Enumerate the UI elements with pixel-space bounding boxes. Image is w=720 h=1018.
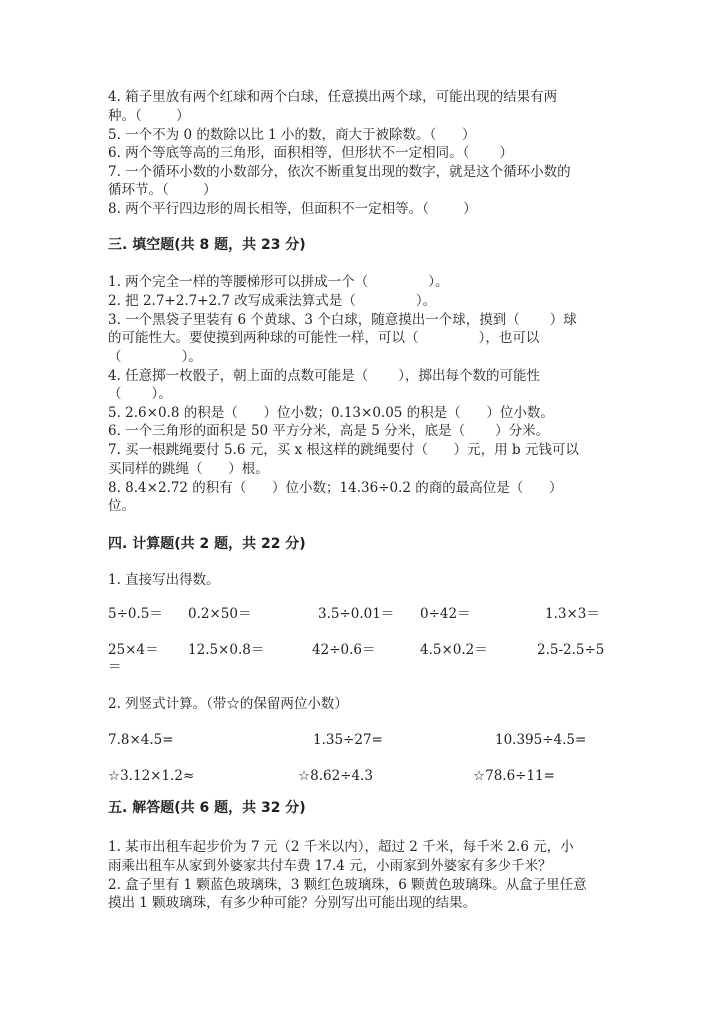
calc-item: 2.5-2.5÷5 <box>537 642 605 658</box>
calc-item: 0÷42＝ <box>420 606 471 622</box>
section5-heading: 五. 解答题(共 6 题，共 32 分) <box>108 800 306 816</box>
section4-heading: 四. 计算题(共 2 题，共 22 分) <box>108 536 306 552</box>
section3-heading: 三. 填空题(共 8 题，共 23 分) <box>108 237 306 253</box>
vertical-calc-item: ☆3.12×1.2≈ <box>108 768 195 784</box>
answer-q2-line2: 摸出 1 颗玻璃珠，有多少种可能？分别写出可能出现的结果。 <box>108 895 477 911</box>
fill-q8-line2: 位。 <box>108 498 135 514</box>
fill-q5: 5. 2.6×0.8 的积是（ ）位小数；0.13×0.05 的积是（ ）位小数。 <box>108 405 554 421</box>
vertical-calc-item: ☆78.6÷11= <box>473 768 555 784</box>
calc-item: 1.3×3＝ <box>545 606 600 622</box>
fill-q6: 6. 一个三角形的面积是 50 平方分米，高是 5 分米，底是（ ）分米。 <box>108 423 550 439</box>
calc-item: 25×4＝ <box>108 642 159 658</box>
judge-q8: 8. 两个平行四边形的周长相等，但面积不一定相等。（ ） <box>108 201 477 217</box>
judge-q6: 6. 两个等底等高的三角形，面积相等，但形状不一定相同。（ ） <box>108 145 513 161</box>
answer-q1-line1: 1. 某市出租车起步价为 7 元（2 千米以内），超过 2 千米，每千米 2.6 元，小 <box>108 839 574 855</box>
vertical-calc-item: 7.8×4.5= <box>108 732 174 748</box>
fill-q4-line2: （ ）。 <box>108 386 172 402</box>
answer-q1-line2: 雨乘出租车从家到外婆家共付车费 17.4 元，小雨家到外婆家有多少千米？ <box>108 858 552 874</box>
fill-q3-line2: 的可能性大。要使摸到两种球的可能性一样，可以（ ），也可以 <box>108 330 540 346</box>
judge-q5: 5. 一个不为 0 的数除以比 1 小的数，商大于被除数。（ ） <box>108 127 476 143</box>
calc-item: 5÷0.5＝ <box>108 606 163 622</box>
fill-q3-line1: 3. 一个黑袋子里装有 6 个黄球、3 个白球，随意摸出一个球，摸到（ ）球 <box>108 312 577 328</box>
fill-q1: 1. 两个完全一样的等腰梯形可以拼成一个（ ）。 <box>108 274 449 290</box>
judge-q7-line1: 7. 一个循环小数的小数部分，依次不断重复出现的数字，就是这个循环小数的 <box>108 164 571 180</box>
calc-item-wrap: ＝ <box>108 659 122 675</box>
fill-q4-line1: 4. 任意掷一枚骰子，朝上面的点数可能是（ ），掷出每个数的可能性 <box>108 368 540 384</box>
fill-q7-line1: 7. 买一根跳绳要付 5.6 元，买 x 根这样的跳绳要付（ ）元，用 b 元钱可以 <box>108 442 579 458</box>
fill-q8-line1: 8. 8.4×2.72 的积有（ ）位小数；14.36÷0.2 的商的最高位是（ ） <box>108 480 563 496</box>
vertical-calc-item: 10.395÷4.5= <box>495 732 587 748</box>
judge-q4-line2: 种。（ ） <box>108 108 190 124</box>
fill-q2: 2. 把 2.7+2.7+2.7 改写成乘法算式是（ ）。 <box>108 293 437 309</box>
calc-item: 0.2×50＝ <box>188 606 252 622</box>
vertical-calc-item: ☆8.62÷4.3 <box>298 768 373 784</box>
judge-q4-line1: 4. 箱子里放有两个红球和两个白球，任意摸出两个球，可能出现的结果有两 <box>108 89 558 105</box>
vertical-calc-item: 1.35÷27= <box>313 732 383 748</box>
calc-q2-title: 2. 列竖式计算。（带☆的保留两位小数） <box>108 696 348 712</box>
calc-q1-title: 1. 直接写出得数。 <box>108 572 220 588</box>
calc-item: 42÷0.6＝ <box>312 642 376 658</box>
calc-item: 12.5×0.8＝ <box>188 642 265 658</box>
answer-q2-line1: 2. 盒子里有 1 颗蓝色玻璃珠，3 颗红色玻璃珠，6 颗黄色玻璃珠。从盒子里任意 <box>108 877 587 893</box>
fill-q7-line2: 买同样的跳绳（ ）根。 <box>108 461 269 477</box>
calc-item: 3.5÷0.01＝ <box>318 606 395 622</box>
judge-q7-line2: 循环节。（ ） <box>108 182 217 198</box>
calc-item: 4.5×0.2＝ <box>420 642 488 658</box>
fill-q3-line3: （ ）。 <box>108 349 202 365</box>
